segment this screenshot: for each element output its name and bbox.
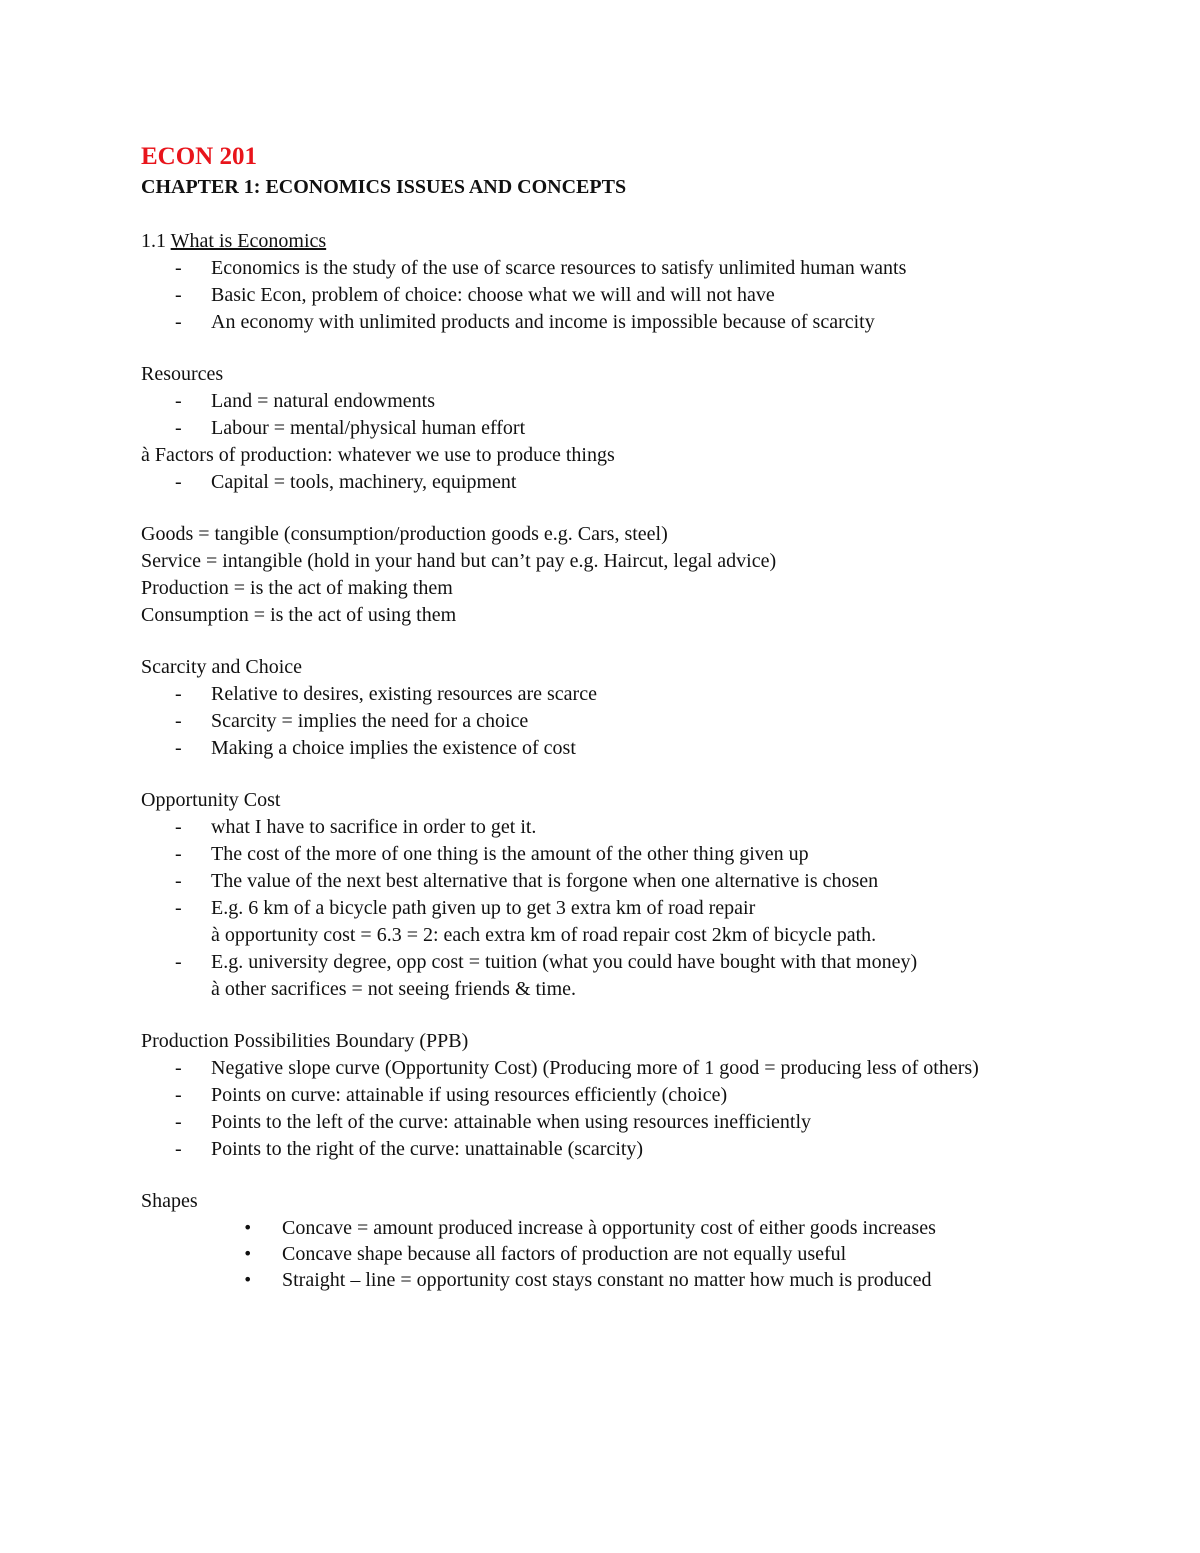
dash-marker: - [175, 870, 182, 892]
dash-list [141, 388, 1041, 442]
dash-marker: - [175, 257, 182, 279]
list-item-text: Straight – line = opportunity cost stays constant no matter how much is produced [282, 1269, 932, 1291]
dash-marker: - [175, 710, 182, 732]
list-item-text: Economics is the study of the use of scarce resources to satisfy unlimited human wants [211, 257, 907, 279]
list-item [141, 681, 1041, 708]
list-item [141, 1136, 1041, 1163]
section-shapes [141, 1188, 1041, 1293]
dash-marker: - [175, 471, 182, 493]
bullet-marker: • [243, 1218, 253, 1237]
section-title: What is Economics [170, 230, 327, 252]
definition-production: Production = is the act of making them [141, 577, 453, 599]
definition-goods: Goods = tangible (consumption/production goods e.g. Cars, steel) [141, 523, 668, 545]
dash-list [141, 814, 1041, 1003]
list-item [141, 708, 1041, 735]
list-item [141, 309, 1041, 336]
list-item [141, 1241, 1041, 1267]
list-item [141, 388, 1041, 415]
list-item-text: Relative to desires, existing resources are scarce [211, 683, 597, 705]
list-item-text: Labour = mental/physical human effort [211, 417, 526, 439]
section-definitions [141, 521, 1041, 629]
bullet-list [141, 1215, 1041, 1293]
factors-of-production-line: à Factors of production: whatever we use to produce things [141, 444, 615, 466]
list-item-text: what I have to sacrifice in order to get it. [211, 816, 537, 838]
list-item [141, 1109, 1041, 1136]
list-item [141, 1215, 1041, 1241]
list-item-text: Making a choice implies the existence of cost [211, 737, 576, 759]
dash-marker: - [175, 951, 182, 973]
bullet-marker: • [243, 1270, 253, 1289]
list-item-text: Scarcity = implies the need for a choice [211, 710, 529, 732]
section-ppb [141, 1028, 1041, 1163]
dash-list [141, 469, 1041, 496]
list-item-text: Land = natural endowments [211, 390, 435, 412]
list-item [141, 814, 1041, 841]
section-heading [141, 228, 1041, 255]
section-title: Shapes [141, 1190, 198, 1212]
dash-marker: - [175, 897, 182, 919]
dash-marker: - [175, 417, 182, 439]
list-item-text: Points to the right of the curve: unattainable (scarcity) [211, 1138, 644, 1160]
list-item-text: An economy with unlimited products and income is impossible because of scarcity [211, 311, 875, 333]
dash-marker: - [175, 311, 182, 333]
list-item-text: The cost of the more of one thing is the amount of the other thing given up [211, 843, 809, 865]
list-item-text: Points to the left of the curve: attainable when using resources inefficiently [211, 1111, 812, 1133]
list-item-text: E.g. university degree, opp cost = tuition (what you could have bought with that money) [211, 951, 918, 973]
dash-list [141, 255, 1041, 336]
dash-marker: - [175, 1111, 182, 1133]
list-item-text: E.g. 6 km of a bicycle path given up to get 3 extra km of road repair [211, 897, 756, 919]
list-item [141, 415, 1041, 442]
section-title: Opportunity Cost [141, 789, 281, 811]
dash-marker: - [175, 1084, 182, 1106]
list-item-text: The value of the next best alternative that is forgone when one alternative is chosen [211, 870, 879, 892]
list-item [141, 949, 1041, 1003]
definition-service: Service = intangible (hold in your hand but can’t pay e.g. Haircut, legal advice) [141, 550, 777, 572]
list-item-text: Negative slope curve (Opportunity Cost) (Producing more of 1 good = producing less of others) [211, 1057, 979, 1079]
list-item [141, 255, 1041, 282]
list-item [141, 282, 1041, 309]
dash-marker: - [175, 390, 182, 412]
list-item [141, 841, 1041, 868]
list-item-text: Capital = tools, machinery, equipment [211, 471, 517, 493]
definition-consumption: Consumption = is the act of using them [141, 604, 457, 626]
section-what-is-economics [141, 228, 1041, 336]
section-resources [141, 361, 1041, 496]
list-item-text: Concave shape because all factors of production are not equally useful [282, 1243, 847, 1265]
dash-marker: - [175, 683, 182, 705]
section-title: Resources [141, 363, 224, 385]
chapter-title: CHAPTER 1: ECONOMICS ISSUES AND CONCEPTS [141, 176, 627, 198]
list-item [141, 1267, 1041, 1293]
list-item [141, 1082, 1041, 1109]
list-item [141, 1055, 1041, 1082]
dash-list [141, 1055, 1041, 1163]
dash-marker: - [175, 816, 182, 838]
dash-list [141, 681, 1041, 762]
section-number: 1.1 [141, 230, 171, 252]
list-item [141, 469, 1041, 496]
dash-marker: - [175, 1138, 182, 1160]
dash-marker: - [175, 284, 182, 306]
list-item-text: Points on curve: attainable if using resources efficiently (choice) [211, 1084, 728, 1106]
section-scarcity [141, 654, 1041, 762]
bullet-marker: • [243, 1244, 253, 1263]
dash-marker: - [175, 1057, 182, 1079]
dash-marker: - [175, 737, 182, 759]
document-page [141, 140, 1041, 1318]
section-title: Scarcity and Choice [141, 656, 303, 678]
list-item-text: Concave = amount produced increase à opportunity cost of either goods increases [282, 1217, 936, 1239]
example-arrow-line: à other sacrifices = not seeing friends & time. [211, 978, 577, 1000]
section-opportunity-cost [141, 787, 1041, 1003]
example-arrow-line: à opportunity cost = 6.3 = 2: each extra km of road repair cost 2km of bicycle path. [211, 924, 877, 946]
list-item [141, 895, 1041, 949]
dash-marker: - [175, 843, 182, 865]
list-item [141, 735, 1041, 762]
course-title: ECON 201 [141, 143, 257, 170]
list-item [141, 868, 1041, 895]
section-title: Production Possibilities Boundary (PPB) [141, 1030, 469, 1052]
list-item-text: Basic Econ, problem of choice: choose what we will and will not have [211, 284, 775, 306]
